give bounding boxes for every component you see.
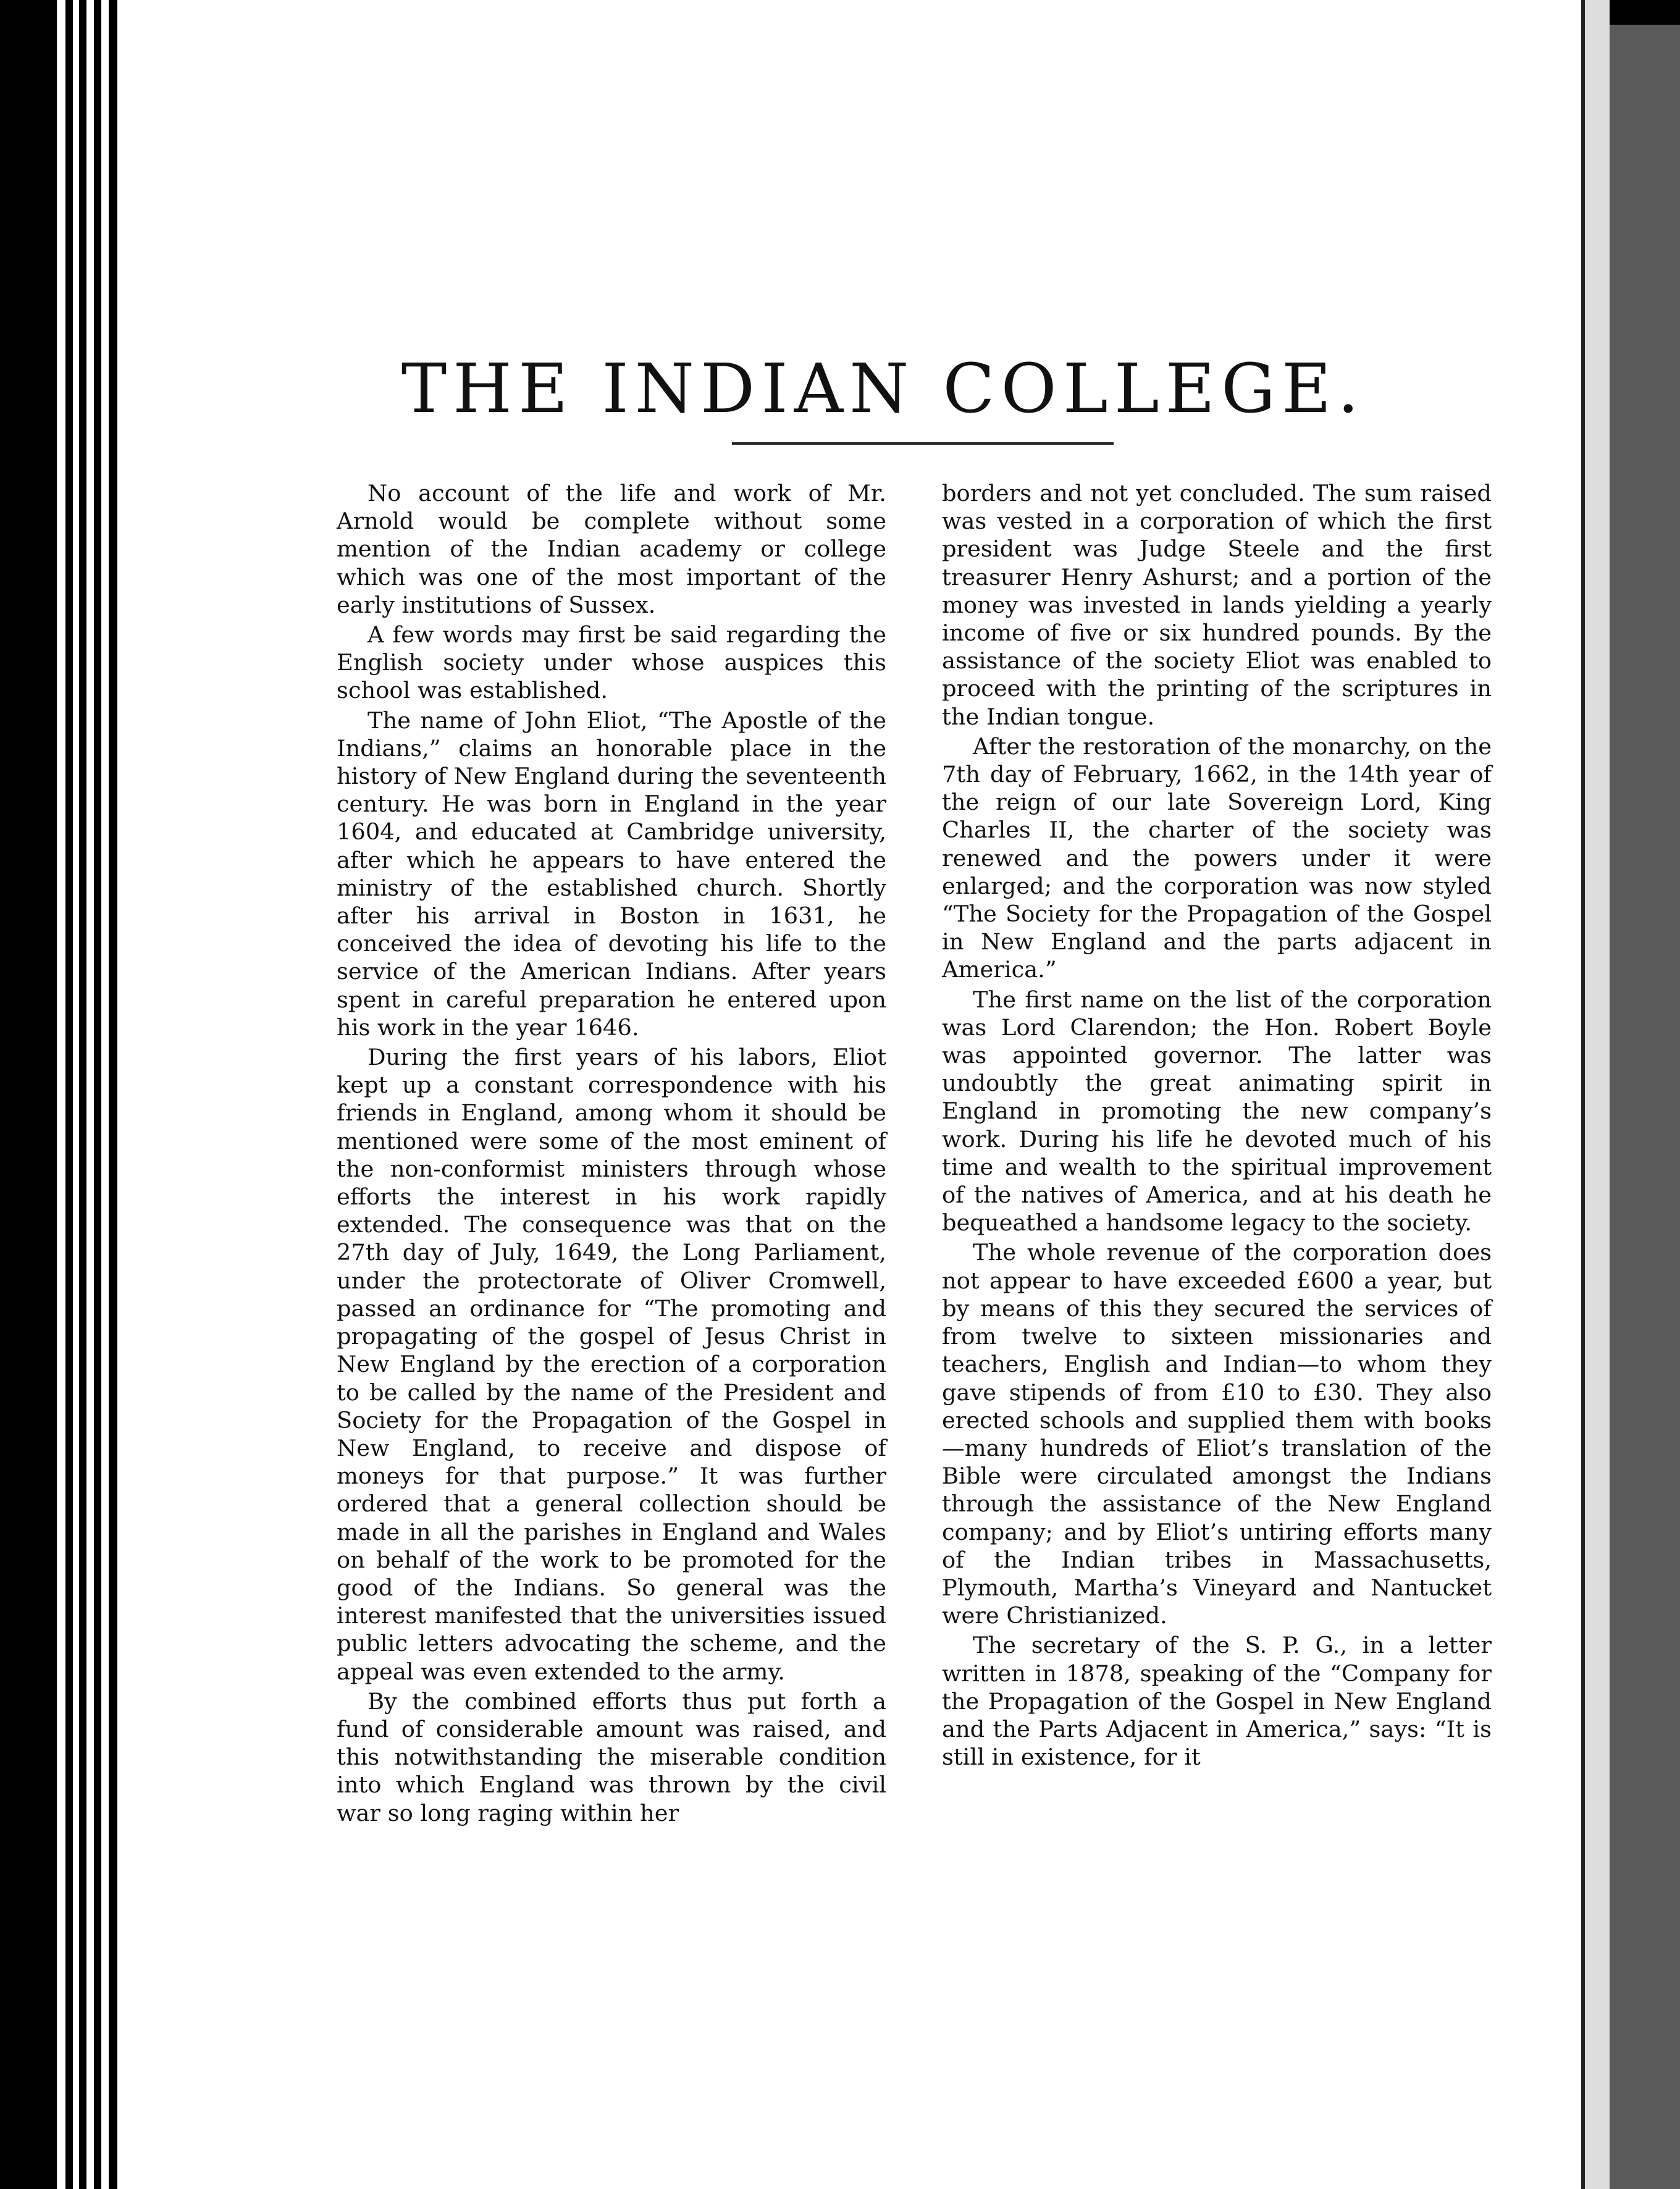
facing-page-edge bbox=[1581, 0, 1610, 2189]
page-edge bbox=[86, 0, 94, 2189]
scan-margin bbox=[1610, 25, 1680, 2189]
paragraph: No account of the life and work of Mr. Arnold would be complete without some mention of the Indian academy or college which was one of the most important of the early institutions of Sussex. bbox=[337, 480, 886, 618]
paragraph: The secretary of the S. P. G., in a letter written in 1878, speaking of the “Company for the Propagation of the Gospel in New England and the Parts Adjacent in America,” says: “It is still in existence, for it bbox=[942, 1632, 1492, 1771]
paragraph: The whole revenue of the corporation does not appear to have exceeded £600 a year, but by means of this they secured the services of from twelve to sixteen missionaries and teachers, English and Indian—to whom they gave stipends of from £10 to £30. They also erected schools and supplied them with books—many hundreds of Eliot’s translation of the Bible were circulated amongst the Indians through the assistance of the New England company; and by Eliot’s untiring efforts many of the Indian tribes in Massachusetts, Plymouth, Martha’s Vineyard and Nantucket were Christianized. bbox=[942, 1239, 1492, 1629]
left-column bbox=[337, 479, 886, 1829]
page-edge bbox=[57, 0, 65, 2189]
paragraph: After the restoration of the monarchy, on the 7th day of February, 1662, in the 14th year of the reign of our late Sovereign Lord, King Charles II, the charter of the society was renewed and the powers under it were enlarged; and the corporation was now styled “The Society for the Propagation of the Gospel in New England and the parts adjacent in America.” bbox=[942, 733, 1492, 983]
paragraph: During the first years of his labors, Eliot kept up a constant correspondence with his friends in England, among whom it should be mentioned were some of the most eminent of the non-conformist ministers through whose efforts the interest in his work rapidly extended. The consequence was that on the 27th day of July, 1649, the Long Parliament, under the protectorate of Oliver Cromwell, passed an ordinance for “The promoting and propagating of the gospel of Jesus Christ in New England by the erection of a corporation to be called by the name of the President and Society for the Propagation of the Gospel in New England, to receive and dispose of moneys for that purpose.” It was further ordered that a general collection should be made in all the parishes in England and Wales on behalf of the work to be promoted for the good of the Indians. So general was the interest manifested that the universities issued public letters advocating the scheme, and the appeal was even extended to the army. bbox=[337, 1044, 886, 1685]
paragraph: The first name on the list of the corporation was Lord Clarendon; the Hon. Robert Boyle was appointed governor. The latter was undoubtly the great animating spirit in England in promoting the new company’s work. During his life he devoted much of his time and wealth to the spiritual improvement of the natives of America, and at his death he bequeathed a handsome legacy to the society. bbox=[942, 986, 1492, 1237]
page-title: THE INDIAN COLLEGE. bbox=[401, 349, 1366, 428]
paragraph: borders and not yet concluded. The sum raised was vested in a corporation of which the first president was Judge Steele and the first treasurer Henry Ashurst; and a portion of the money was invested in lands yielding a yearly income of five or six hundred pounds. By the assistance of the society Eliot was enabled to proceed with the printing of the scriptures in the Indian tongue. bbox=[942, 480, 1492, 730]
paragraph: By the combined efforts thus put forth a fund of considerable amount was raised, and this notwithstanding the miserable condition into which England was thrown by the civil war so long raging within her bbox=[337, 1687, 886, 1826]
page-edge bbox=[101, 0, 109, 2189]
title-rule bbox=[732, 442, 1114, 445]
right-column bbox=[942, 479, 1492, 1773]
paragraph: The name of John Eliot, “The Apostle of the Indians,” claims an honorable place in the history of New England during the seventeenth century. He was born in England in the year 1604, and educated at Cambridge university, after which he appears to have entered the ministry of the established church. Shortly after his arrival in Boston in 1631, he conceived the idea of devoting his life to the service of the American Indians. After years spent in careful preparation he entered upon his work in the year 1646. bbox=[337, 707, 886, 1041]
paragraph: A few words may first be said regarding the English society under whose auspices this school was established. bbox=[337, 621, 886, 704]
page-edge bbox=[73, 0, 79, 2189]
